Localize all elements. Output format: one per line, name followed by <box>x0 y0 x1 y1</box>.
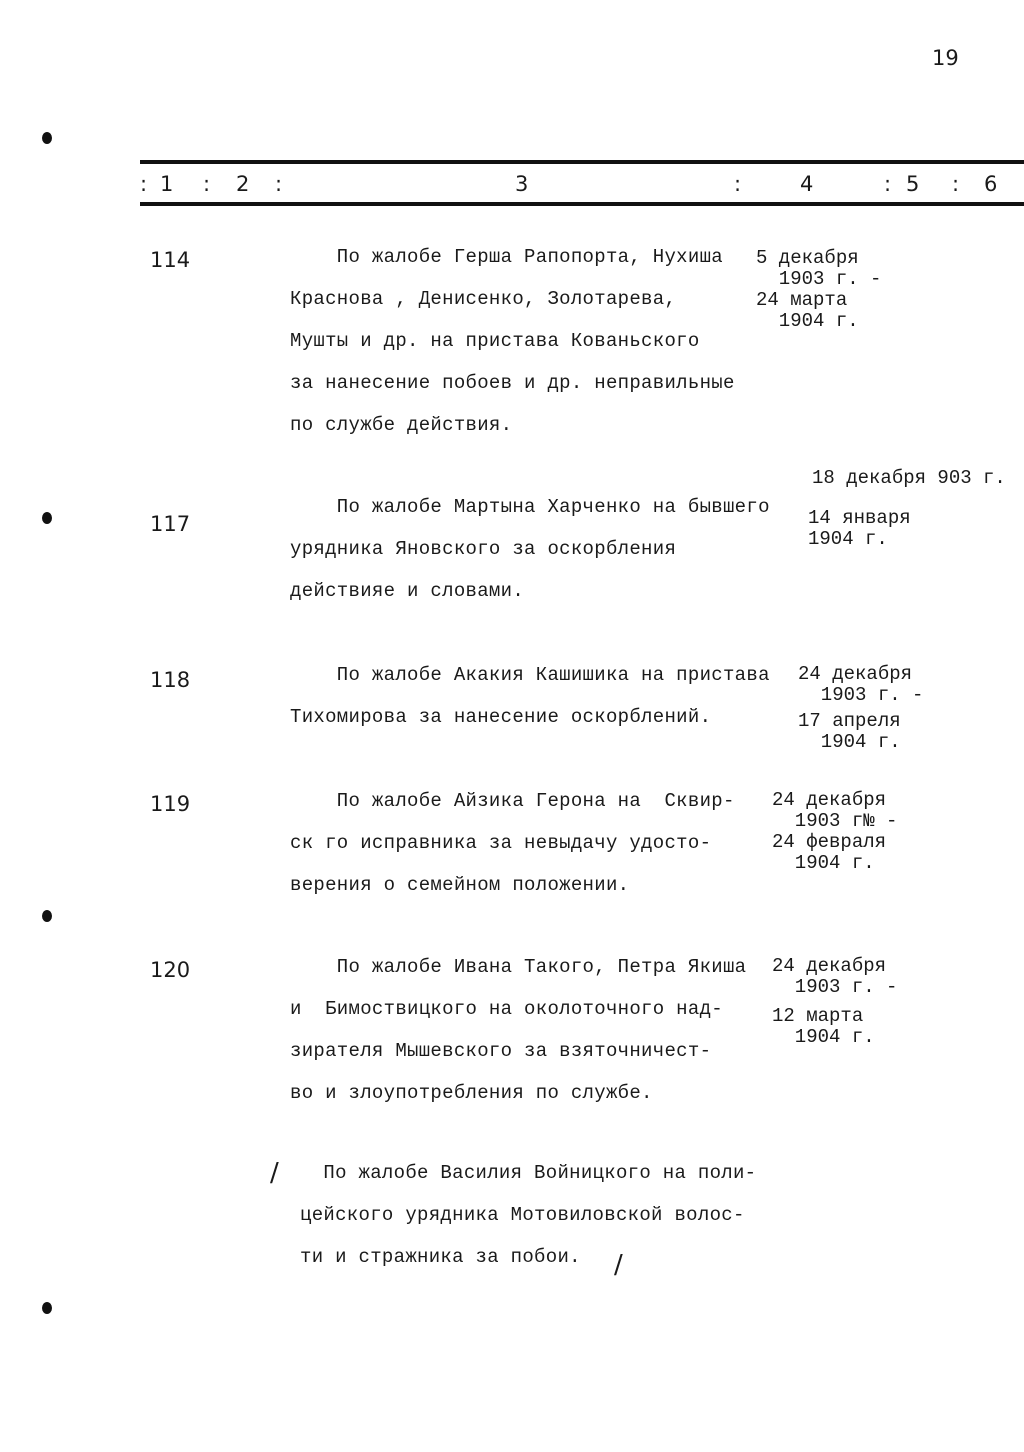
col-header-5: 5 <box>906 172 920 196</box>
entry-number: 114 <box>150 248 191 272</box>
col-header-4: 4 <box>800 172 814 196</box>
entry-dates: 24 декабря 1903 г. - 12 марта 1904 г. <box>772 955 898 1048</box>
entry-text: По жалобе Айзика Герона на Сквир- ск го исправника за невыдачу удосто- верения о семейном положении. <box>290 790 735 896</box>
entry-text: По жалобе Ивана Такого, Петра Якиша и Бимоствицкого на околоточного над- зирателя Мышевского за взяточничест- во и злоупотребления по службе. <box>290 956 747 1104</box>
punch-hole-mark <box>42 910 52 922</box>
col-header-1: 1 <box>160 172 174 196</box>
punch-hole-mark <box>42 512 52 524</box>
entry-number: 118 <box>150 668 191 692</box>
handwritten-mark: / <box>270 1158 279 1188</box>
header-top-rule <box>140 160 1024 164</box>
punch-hole-mark <box>42 132 52 144</box>
entry-text: По жалобе Василия Войницкого на поли- цейского урядника Мотовиловской волос- ти и стражника за побои. <box>300 1162 757 1268</box>
handwritten-mark: / <box>614 1250 623 1280</box>
entry-text: По жалобе Герша Рапопорта, Нухиша Краснова , Денисенко, Золотарева, Мушты и др. на пристава Кованьского за нанесение побоев и др. неправильные по службе действия. <box>290 246 735 436</box>
entry-dates: 5 декабря 1903 г. - 24 марта 1904 г. <box>756 247 882 332</box>
punch-hole-mark <box>42 1302 52 1314</box>
header-bottom-rule <box>140 202 1024 206</box>
entry-text: По жалобе Акакия Кашишика на пристава Тихомирова за нанесение оскорблений. <box>290 664 770 728</box>
entry-date-note: 18 декабря 903 г. <box>812 467 1006 489</box>
entry-dates: 24 декабря 1903 г№ - 24 февраля 1904 г. <box>772 789 898 874</box>
entry-number: 120 <box>150 958 191 982</box>
entry-dates: 24 декабря 1903 г. - 17 апреля 1904 г. <box>798 663 924 753</box>
entry-text: По жалобе Мартына Харченко на бывшего урядника Яновского за оскорбления действияе и словами. <box>290 496 770 602</box>
col-header-6: 6 <box>984 172 998 196</box>
entry-dates: 14 января 1904 г. <box>808 507 911 550</box>
col-header-3: 3 <box>515 172 529 196</box>
entry-number: 117 <box>150 512 191 536</box>
entry-number: 119 <box>150 792 191 816</box>
col-header-2: 2 <box>236 172 250 196</box>
page-number: 19 <box>932 46 959 70</box>
